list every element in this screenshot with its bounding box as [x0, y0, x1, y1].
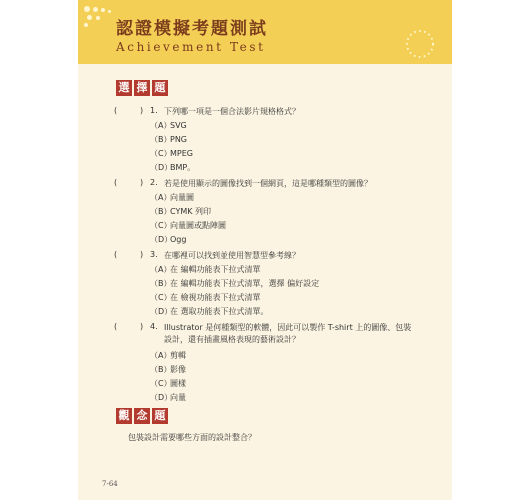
answer-blank[interactable]: ) [140, 178, 144, 187]
question-4 [114, 322, 414, 346]
option-3b: （B）在 編輯功能表下拉式清單，選擇 偏好設定 [150, 279, 320, 288]
question-number: 1. [150, 106, 158, 115]
question-text: Illustrator 是何種類型的軟體，因此可以製作 T-shirt 上的圖像、包裝設計，還有插畫風格表現的藝術設計？ [164, 323, 412, 344]
answer-paren-open: ( [114, 178, 118, 187]
section-tag-choice [116, 80, 168, 96]
question-text: 在哪裡可以找到並使用智慧型參考線？ [164, 251, 300, 260]
option-3c: （C）在 檢視功能表下拉式清單 [150, 293, 261, 302]
answer-paren-open: ( [114, 322, 118, 331]
option-3d: （D）在 選取功能表下拉式清單。 [150, 307, 269, 316]
answer-blank[interactable]: ) [140, 250, 144, 259]
option-2c: （C）向量圖或點陣圖 [150, 221, 226, 230]
section-tag-char: 念 [134, 408, 150, 424]
option-4c: （C）圖樣 [150, 379, 186, 388]
decorative-ring-icon [402, 26, 438, 62]
option-1d: （D）BMP。 [150, 163, 196, 172]
question-1 [114, 106, 414, 118]
option-1a: （A）SVG [150, 121, 187, 130]
answer-paren-open: ( [114, 250, 118, 259]
question-2 [114, 178, 414, 190]
section-tag-char: 擇 [134, 80, 150, 96]
answer-paren-open: ( [114, 106, 118, 115]
option-2d: （D）Ogg [150, 235, 187, 244]
option-2b: （B）CYMK 列印 [150, 207, 212, 216]
question-text: 下列哪一項是一個合法影片規格格式？ [164, 107, 300, 116]
option-3a: （A）在 編輯功能表下拉式清單 [150, 265, 261, 274]
section-tag-char: 觀 [116, 408, 132, 424]
page-title: 認證模擬考題測試 [116, 19, 268, 39]
essay-question: 包裝設計需要哪些方面的設計整合？ [128, 433, 256, 442]
option-2a: （A）向量圖 [150, 193, 194, 202]
option-4b: （B）影像 [150, 365, 186, 374]
question-number: 4. [150, 322, 158, 331]
question-number: 3. [150, 250, 158, 259]
section-tag-char: 題 [152, 80, 168, 96]
question-number: 2. [150, 178, 158, 187]
section-tag-char: 題 [152, 408, 168, 424]
option-4d: （D）向量 [150, 393, 186, 402]
section-tag-char: 選 [116, 80, 132, 96]
question-3 [114, 250, 414, 262]
option-1b: （B）PNG [150, 135, 188, 144]
document-page [78, 0, 452, 500]
page-subtitle: Achievement Test [116, 40, 266, 54]
option-1c: （C）MPEG [150, 149, 193, 158]
answer-blank[interactable]: ) [140, 322, 144, 331]
page-number: 7-64 [102, 480, 118, 488]
option-4a: （A）剪輯 [150, 351, 186, 360]
answer-blank[interactable]: ) [140, 106, 144, 115]
section-tag-concept [116, 408, 168, 424]
header-banner [78, 0, 452, 64]
question-text: 若是使用顯示的圖像找到一個網頁，這是哪種類型的圖像？ [164, 179, 372, 188]
